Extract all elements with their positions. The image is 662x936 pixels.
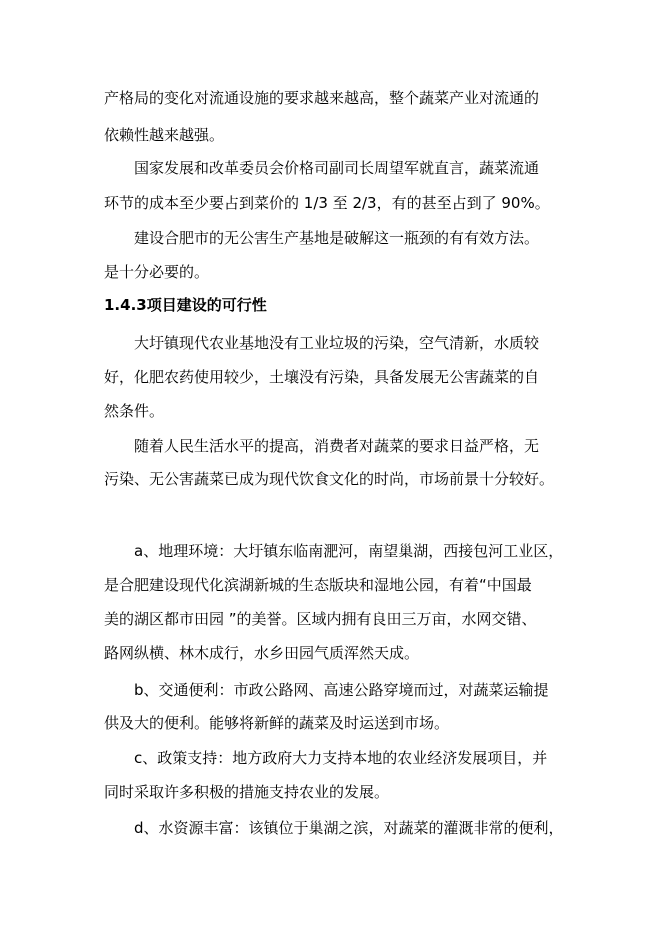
body-text-line: 好，化肥农药使用较少，土壤没有污染，具备发展无公害蔬菜的自: [104, 368, 540, 386]
section-heading: 1.4.3项目建设的可行性: [104, 296, 267, 314]
list-item-transport: b、交通便利：市政公路网、高速公路穿境而过，对蔬菜运输提: [134, 681, 549, 699]
list-item-policy: c、政策支持：地方政府大力支持本地的农业经济发展项目，并: [134, 749, 548, 767]
paragraph-first-line: 国家发展和改革委员会价格司副司长周望军就直言，蔬菜流通: [134, 159, 540, 177]
body-text-line: 环节的成本至少要占到菜价的 1/3 至 2/3，有的甚至占到了 90%。: [104, 194, 550, 212]
body-text-line: 同时采取许多积极的措施支持农业的发展。: [104, 783, 390, 801]
body-text-line: 是十分必要的。: [104, 263, 210, 281]
body-text-line: 美的湖区都市田园 ”的美誉。区域内拥有良田三万亩，水网交错、: [104, 610, 537, 628]
list-item-geography: a、地理环境：大圩镇东临南淝河，南望巢湖，西接包河工业区，: [134, 542, 564, 560]
body-text-line: 路网纵横、林木成行，水乡田园气质浑然天成。: [104, 644, 420, 662]
paragraph-first-line: 随着人民生活水平的提高，消费者对蔬菜的要求日益严格，无: [134, 437, 540, 455]
body-text-line: 依赖性越来越强。: [104, 126, 225, 144]
body-text-line: 污染、无公害蔬菜已成为现代饮食文化的时尚，市场前景十分较好。: [104, 470, 555, 488]
body-text-line: 是合肥建设现代化滨湖新城的生态版块和湿地公园，有着“中国最: [104, 576, 532, 594]
list-item-water: d、水资源丰富：该镇位于巢湖之滨，对蔬菜的灌溉非常的便利，: [134, 819, 564, 837]
body-text-line: 产格局的变化对流通设施的要求越来越高，整个蔬菜产业对流通的: [104, 89, 540, 107]
body-text-line: 然条件。: [104, 402, 165, 420]
paragraph-first-line: 大圩镇现代农业基地没有工业垃圾的污染，空气清新，水质较: [134, 334, 540, 352]
paragraph-first-line: 建设合肥市的无公害生产基地是破解这一瓶颈的有有效方法。: [134, 229, 540, 247]
body-text-line: 供及大的便利。能够将新鲜的蔬菜及时运送到市场。: [104, 714, 450, 732]
